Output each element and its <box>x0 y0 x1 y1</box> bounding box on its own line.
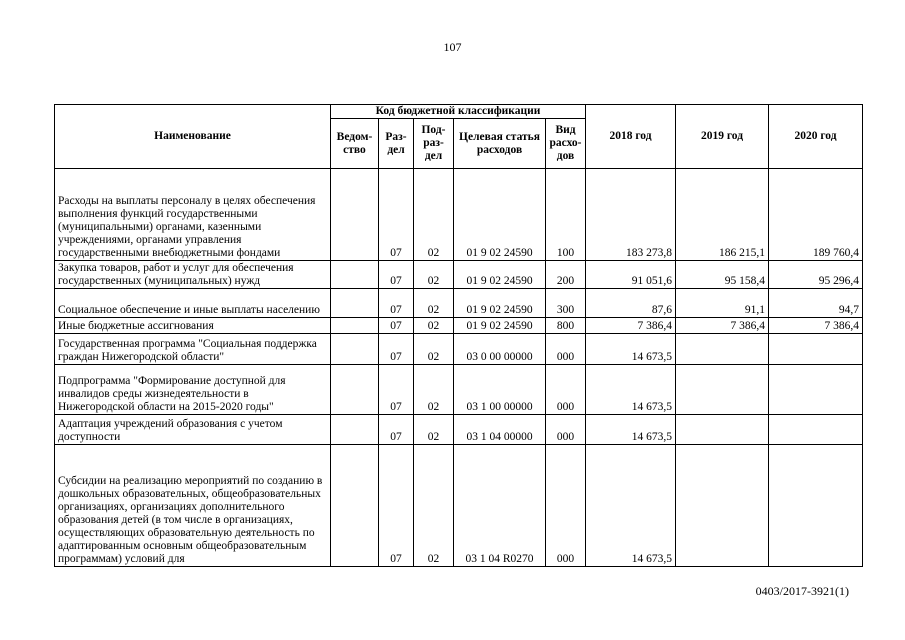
row-value-2018: 183 273,8 <box>586 169 676 261</box>
row-target-article: 03 1 00 00000 <box>454 365 546 415</box>
row-value-2018: 14 673,5 <box>586 365 676 415</box>
row-name: Субсидии на реализацию мероприятий по созданию в дошкольных образовательных, общеобразовательных организациях, организациях дополнительного образования детей (в том числе в организациях, осуществляющих образовательную деятельность по адаптированным основным общеобразовательным программам) условий для <box>55 445 331 567</box>
table-row <box>55 318 863 334</box>
header-target-article: Целевая статья расходов <box>454 119 546 169</box>
header-name: Наименование <box>55 105 331 169</box>
header-expense-type: Вид расхо-дов <box>546 119 586 169</box>
table-row <box>55 334 863 365</box>
row-value-2020 <box>769 365 863 415</box>
table-row <box>55 289 863 318</box>
row-value-2020: 94,7 <box>769 289 863 318</box>
row-value-2018: 14 673,5 <box>586 445 676 567</box>
row-section: 07 <box>379 415 414 445</box>
row-value-2019: 95 158,4 <box>676 261 769 289</box>
header-budget-code-group: Код бюджетной классификации <box>331 105 586 119</box>
row-department <box>331 261 379 289</box>
row-target-article: 03 0 00 00000 <box>454 334 546 365</box>
row-expense-type: 300 <box>546 289 586 318</box>
row-value-2020 <box>769 334 863 365</box>
row-section: 07 <box>379 261 414 289</box>
row-value-2018: 14 673,5 <box>586 334 676 365</box>
row-subsection: 02 <box>414 169 454 261</box>
row-value-2019: 7 386,4 <box>676 318 769 334</box>
row-section: 07 <box>379 365 414 415</box>
row-expense-type: 000 <box>546 445 586 567</box>
page-number: 107 <box>443 40 462 54</box>
row-department <box>331 289 379 318</box>
row-expense-type: 800 <box>546 318 586 334</box>
row-department <box>331 365 379 415</box>
header-2019: 2019 год <box>676 105 769 169</box>
row-expense-type: 000 <box>546 415 586 445</box>
row-target-article: 03 1 04 00000 <box>454 415 546 445</box>
row-target-article: 01 9 02 24590 <box>454 169 546 261</box>
row-department <box>331 445 379 567</box>
header-department: Ведом-ство <box>331 119 379 169</box>
row-subsection: 02 <box>414 445 454 567</box>
row-name: Подпрограмма "Формирование доступной для инвалидов среды жизнедеятельности в Нижегородской области на 2015-2020 годы" <box>55 365 331 415</box>
row-name: Расходы на выплаты персоналу в целях обеспечения выполнения функций государственными (муниципальными) органами, казенными учреждениями, органами управления государственными внебюджетными фондами <box>55 169 331 261</box>
row-value-2019 <box>676 445 769 567</box>
row-value-2018: 87,6 <box>586 289 676 318</box>
table-row <box>55 415 863 445</box>
row-department <box>331 169 379 261</box>
row-name: Иные бюджетные ассигнования <box>55 318 331 334</box>
row-expense-type: 200 <box>546 261 586 289</box>
row-target-article: 03 1 04 R0270 <box>454 445 546 567</box>
row-department <box>331 415 379 445</box>
row-section: 07 <box>379 318 414 334</box>
table-row <box>55 169 863 261</box>
document-code: 0403/2017-3921(1) <box>755 584 849 598</box>
table-row <box>55 365 863 415</box>
row-expense-type: 000 <box>546 334 586 365</box>
row-value-2019 <box>676 365 769 415</box>
row-subsection: 02 <box>414 289 454 318</box>
row-subsection: 02 <box>414 334 454 365</box>
row-value-2020: 189 760,4 <box>769 169 863 261</box>
header-subsection: Под-раз-дел <box>414 119 454 169</box>
row-department <box>331 318 379 334</box>
row-name: Адаптация учреждений образования с учетом доступности <box>55 415 331 445</box>
row-section: 07 <box>379 289 414 318</box>
row-value-2020 <box>769 445 863 567</box>
row-value-2020: 95 296,4 <box>769 261 863 289</box>
header-2018: 2018 год <box>586 105 676 169</box>
table-row <box>55 445 863 567</box>
budget-table <box>54 104 863 567</box>
row-value-2019 <box>676 334 769 365</box>
row-value-2020: 7 386,4 <box>769 318 863 334</box>
row-value-2018: 7 386,4 <box>586 318 676 334</box>
row-subsection: 02 <box>414 261 454 289</box>
row-subsection: 02 <box>414 318 454 334</box>
row-subsection: 02 <box>414 415 454 445</box>
header-section: Раз-дел <box>379 119 414 169</box>
row-section: 07 <box>379 445 414 567</box>
row-expense-type: 000 <box>546 365 586 415</box>
row-name: Государственная программа "Социальная поддержка граждан Нижегородской области" <box>55 334 331 365</box>
row-value-2019: 91,1 <box>676 289 769 318</box>
row-value-2020 <box>769 415 863 445</box>
row-department <box>331 334 379 365</box>
row-expense-type: 100 <box>546 169 586 261</box>
header-2020: 2020 год <box>769 105 863 169</box>
row-name: Социальное обеспечение и иные выплаты населению <box>55 289 331 318</box>
row-target-article: 01 9 02 24590 <box>454 289 546 318</box>
row-value-2019 <box>676 415 769 445</box>
row-value-2018: 91 051,6 <box>586 261 676 289</box>
row-target-article: 01 9 02 24590 <box>454 318 546 334</box>
row-target-article: 01 9 02 24590 <box>454 261 546 289</box>
row-section: 07 <box>379 334 414 365</box>
row-value-2019: 186 215,1 <box>676 169 769 261</box>
row-section: 07 <box>379 169 414 261</box>
row-subsection: 02 <box>414 365 454 415</box>
table-row <box>55 261 863 289</box>
row-value-2018: 14 673,5 <box>586 415 676 445</box>
row-name: Закупка товаров, работ и услуг для обеспечения государственных (муниципальных) нужд <box>55 261 331 289</box>
